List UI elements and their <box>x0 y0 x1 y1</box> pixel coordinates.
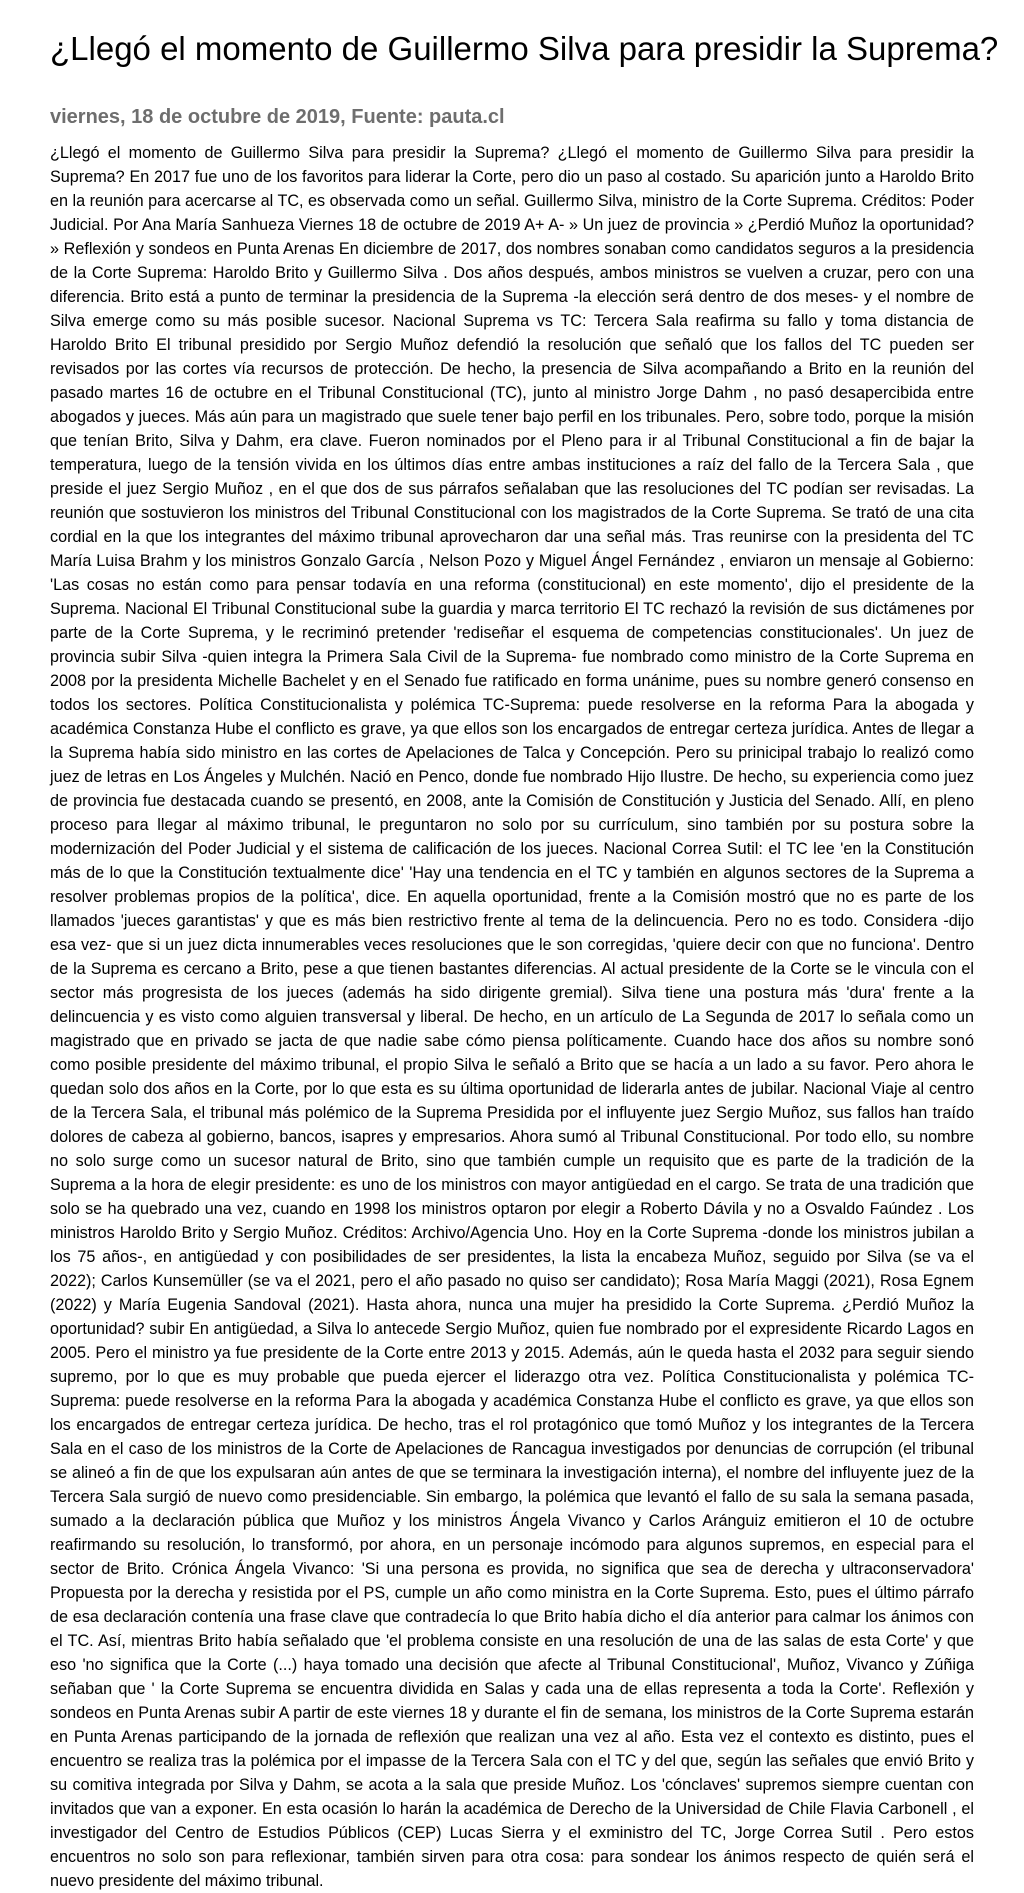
article-date-source: viernes, 18 de octubre de 2019, Fuente: pauta.cl <box>50 106 505 128</box>
article-title: ¿Llegó el momento de Guillermo Silva para presidir la Suprema? <box>50 30 999 67</box>
article-body: ¿Llegó el momento de Guillermo Silva para presidir la Suprema? ¿Llegó el momento de Guillermo Silva para presidir la Suprema? En 2017 fue uno de los favoritos para liderar la Corte, pero dio un paso al costado. Su aparición junto a Haroldo Brito en la reunión para acercarse al TC, es observada como un señal. Guillermo Silva, ministro de la Corte Suprema. Créditos: Poder Judicial. Por Ana María Sanhueza Viernes 18 de octubre de 2019 A+ A- » Un juez de provincia » ¿Perdió Muñoz la oportunidad? » Reflexión y sondeos en Punta Arenas En diciembre de 2017, dos nombres sonaban como candidatos seguros a la presidencia de la Corte Suprema: Haroldo Brito y Guillermo Silva . Dos años después, ambos ministros se vuelven a cruzar, pero con una diferencia. Brito está a punto de terminar la presidencia de la Suprema -la elección será dentro de dos meses- y el nombre de Silva emerge como su más posible sucesor. Nacional Suprema vs TC: Tercera Sala reafirma su fallo y toma distancia de Haroldo Brito El tribunal presidido por Sergio Muñoz defendió la resolución que señaló que los fallos del TC pueden ser revisados por las cortes vía recursos de protección. De hecho, la presencia de Silva acompañando a Brito en la reunión del pasado martes 16 de octubre en el Tribunal Constitucional (TC), junto al ministro Jorge Dahm , no pasó desapercibida entre abogados y jueces. Más aún para un magistrado que suele tener bajo perfil en los tribunales. Pero, sobre todo, porque la misión que tenían Brito, Silva y Dahm, era clave. Fueron nominados por el Pleno para ir al Tribunal Constitucional a fin de bajar la temperatura, luego de la tensión vivida en los últimos días entre ambas instituciones a raíz del fallo de la Tercera Sala , que preside el juez Sergio Muñoz , en el que dos de sus párrafos señalaban que las resoluciones del TC podían ser revisadas. La reunión que sostuvieron los ministros del Tribunal Constitucional con los magistrados de la Corte Suprema. Se trató de una cita cordial en la que los integrantes del máximo tribunal aprovecharon dar una señal más. Tras reunirse con la presidenta del TC María Luisa Brahm y los ministros Gonzalo García , Nelson Pozo y Miguel Ángel Fernández , enviaron un mensaje al Gobierno: 'Las cosas no están como para pensar todavía en una reforma (constitucional) en este momento', dijo el presidente de la Suprema. Nacional El Tribunal Constitucional sube la guardia y marca territorio El TC rechazó la revisión de sus dictámenes por parte de la Corte Suprema, y le recriminó pretender 'rediseñar el esquema de competencias constitucionales'. Un juez de provincia subir Silva -quien integra la Primera Sala Civil de la Suprema- fue nombrado como ministro de la Corte Suprema en 2008 por la presidenta Michelle Bachelet y en el Senado fue ratificado en forma unánime, pues su nombre generó consenso en todos los sectores. Política Constitucionalista y polémica TC-Suprema: puede resolverse en la reforma Para la abogada y académica Constanza Hube el conflicto es grave, ya que ellos son los encargados de entregar certeza jurídica. Antes de llegar a la Suprema había sido ministro en las cortes de Apelaciones de Talca y Concepción. Pero su prinicipal trabajo lo realizó como juez de letras en Los Ángeles y Mulchén. Nació en Penco, donde fue nombrado Hijo Ilustre. De hecho, su experiencia como juez de provincia fue destacada cuando se presentó, en 2008, ante la Comisión de Constitución y Justicia del Senado. Allí, en pleno proceso para llegar al máximo tribunal, le preguntaron no solo por su currículum, sino también por su postura sobre la modernización del Poder Judicial y el sistema de calificación de los jueces. Nacional Correa Sutil: el TC lee 'en la Constitución más de lo que la Constitución textualmente dice' 'Hay una tendencia en el TC y también en algunos sectores de la Suprema a resolver problemas propios de la política', dice. En aquella oportunidad, frente a la Comisión mostró que no es parte de los llamados 'jueces garantistas' y que es más bien restrictivo frente al tema de la delincuencia. Pero no es todo. Considera -dijo esa vez- que si un juez dicta innumerables veces resoluciones que le son corregidas, 'quiere decir con que no funciona'. Dentro de la Suprema es cercano a Brito, pese a que tienen bastantes diferencias. Al actual presidente de la Corte se le vincula con el sector más progresista de los jueces (además ha sido dirigente gremial). Silva tiene una postura más 'dura' frente a la delincuencia y es visto como alguien transversal y liberal. De hecho, en un artículo de La Segunda de 2017 lo señala como un magistrado que en privado se jacta de que nadie sabe cómo piensa políticamente. Cuando hace dos años su nombre sonó como posible presidente del máximo tribunal, el propio Silva le señaló a Brito que se hacía a un lado a su favor. Pero ahora le quedan solo dos años en la Corte, por lo que esta es su última oportunidad de liderarla antes de jubilar. Nacional Viaje al centro de la Tercera Sala, el tribunal más polémico de la Suprema Presidida por el influyente juez Sergio Muñoz, sus fallos han traído dolores de cabeza al gobierno, bancos, isapres y empresarios. Ahora sumó al Tribunal Constitucional. Por todo ello, su nombre no solo surge como un sucesor natural de Brito, sino que también cumple un requisito que es parte de la tradición de la Suprema a la hora de elegir presidente: es uno de los ministros con mayor antigüedad en el cargo. Se trata de una tradición que solo se ha quebrado una vez, cuando en 1998 los ministros optaron por elegir a Roberto Dávila y no a Osvaldo Faúndez . Los ministros Haroldo Brito y Sergio Muñoz. Créditos: Archivo/Agencia Uno. Hoy en la Corte Suprema -donde los ministros jubilan a los 75 años-, en antigüedad y con posibilidades de ser presidentes, la lista la encabeza Muñoz, seguido por Silva (se va el 2022); Carlos Kunsemüller (se va el 2021, pero el año pasado no quiso ser candidato); Rosa María Maggi (2021), Rosa Egnem (2022) y María Eugenia Sandoval (2021). Hasta ahora, nunca una mujer ha presidido la Corte Suprema. ¿Perdió Muñoz la oportunidad? subir En antigüedad, a Silva lo antecede Sergio Muñoz, quien fue nombrado por el expresidente Ricardo Lagos en 2005. Pero el ministro ya fue presidente de la Corte entre 2013 y 2015. Además, aún le queda hasta el 2032 para seguir siendo supremo, por lo que es muy probable que pueda ejercer el liderazgo otra vez. Política Constitucionalista y polémica TC-Suprema: puede resolverse en la reforma Para la abogada y académica Constanza Hube el conflicto es grave, ya que ellos son los encargados de entregar certeza jurídica. De hecho, tras el rol protagónico que tomó Muñoz y los integrantes de la Tercera Sala en el caso de los ministros de la Corte de Apelaciones de Rancagua investigados por denuncias de corrupción (el tribunal se alineó a fin de que los expulsaran aún antes de que se terminara la investigación interna), el nombre del influyente juez de la Tercera Sala surgió de nuevo como presidenciable. Sin embargo, la polémica que levantó el fallo de su sala la semana pasada, sumado a la declaración pública que Muñoz y los ministros Ángela Vivanco y Carlos Aránguiz emitieron el 10 de octubre reafirmando su resolución, lo transformó, por ahora, en un personaje incómodo para algunos supremos, en especial para el sector de Brito. Crónica Ángela Vivanco: 'Si una persona es provida, no significa que sea de derecha y ultraconservadora' Propuesta por la derecha y resistida por el PS, cumple un año como ministra en la Corte Suprema. Esto, pues el último párrafo de esa declaración contenía una frase clave que contradecía lo que Brito había dicho el día anterior para calmar los ánimos con el TC. Así, mientras Brito había señalado que 'el problema consiste en una resolución de una de las salas de esta Corte' y que eso 'no significa que la Corte (...) haya tomado una decisión que afecte al Tribunal Constitucional', Muñoz, Vivanco y Zúñiga señaban que ' la Corte Suprema se encuentra dividida en Salas y cada una de ellas representa a toda la Corte'. Reflexión y sondeos en Punta Arenas subir A partir de este viernes 18 y durante el fin de semana, los ministros de la Corte Suprema estarán en Punta Arenas participando de la jornada de reflexión que realizan una vez al año. Esta vez el contexto es distinto, pues el encuentro se realiza tras la polémica por el impasse de la Tercera Sala con el TC y del que, según las señales que envió Brito y su comitiva integrada por Silva y Dahm, se acota a la sala que preside Muñoz. Los 'cónclaves' supremos siempre cuentan con invitados que van a exponer. En esta ocasión lo harán la académica de Derecho de la Universidad de Chile Flavia Carbonell , el investigador del Centro de Estudios Públicos (CEP) Lucas Sierra y el exministro del TC, Jorge Correa Sutil . Pero estos encuentros no solo son para reflexionar, también sirven para otra cosa: para sondear los ánimos respecto de quién será el nuevo presidente del máximo tribunal. <box>50 144 974 1890</box>
